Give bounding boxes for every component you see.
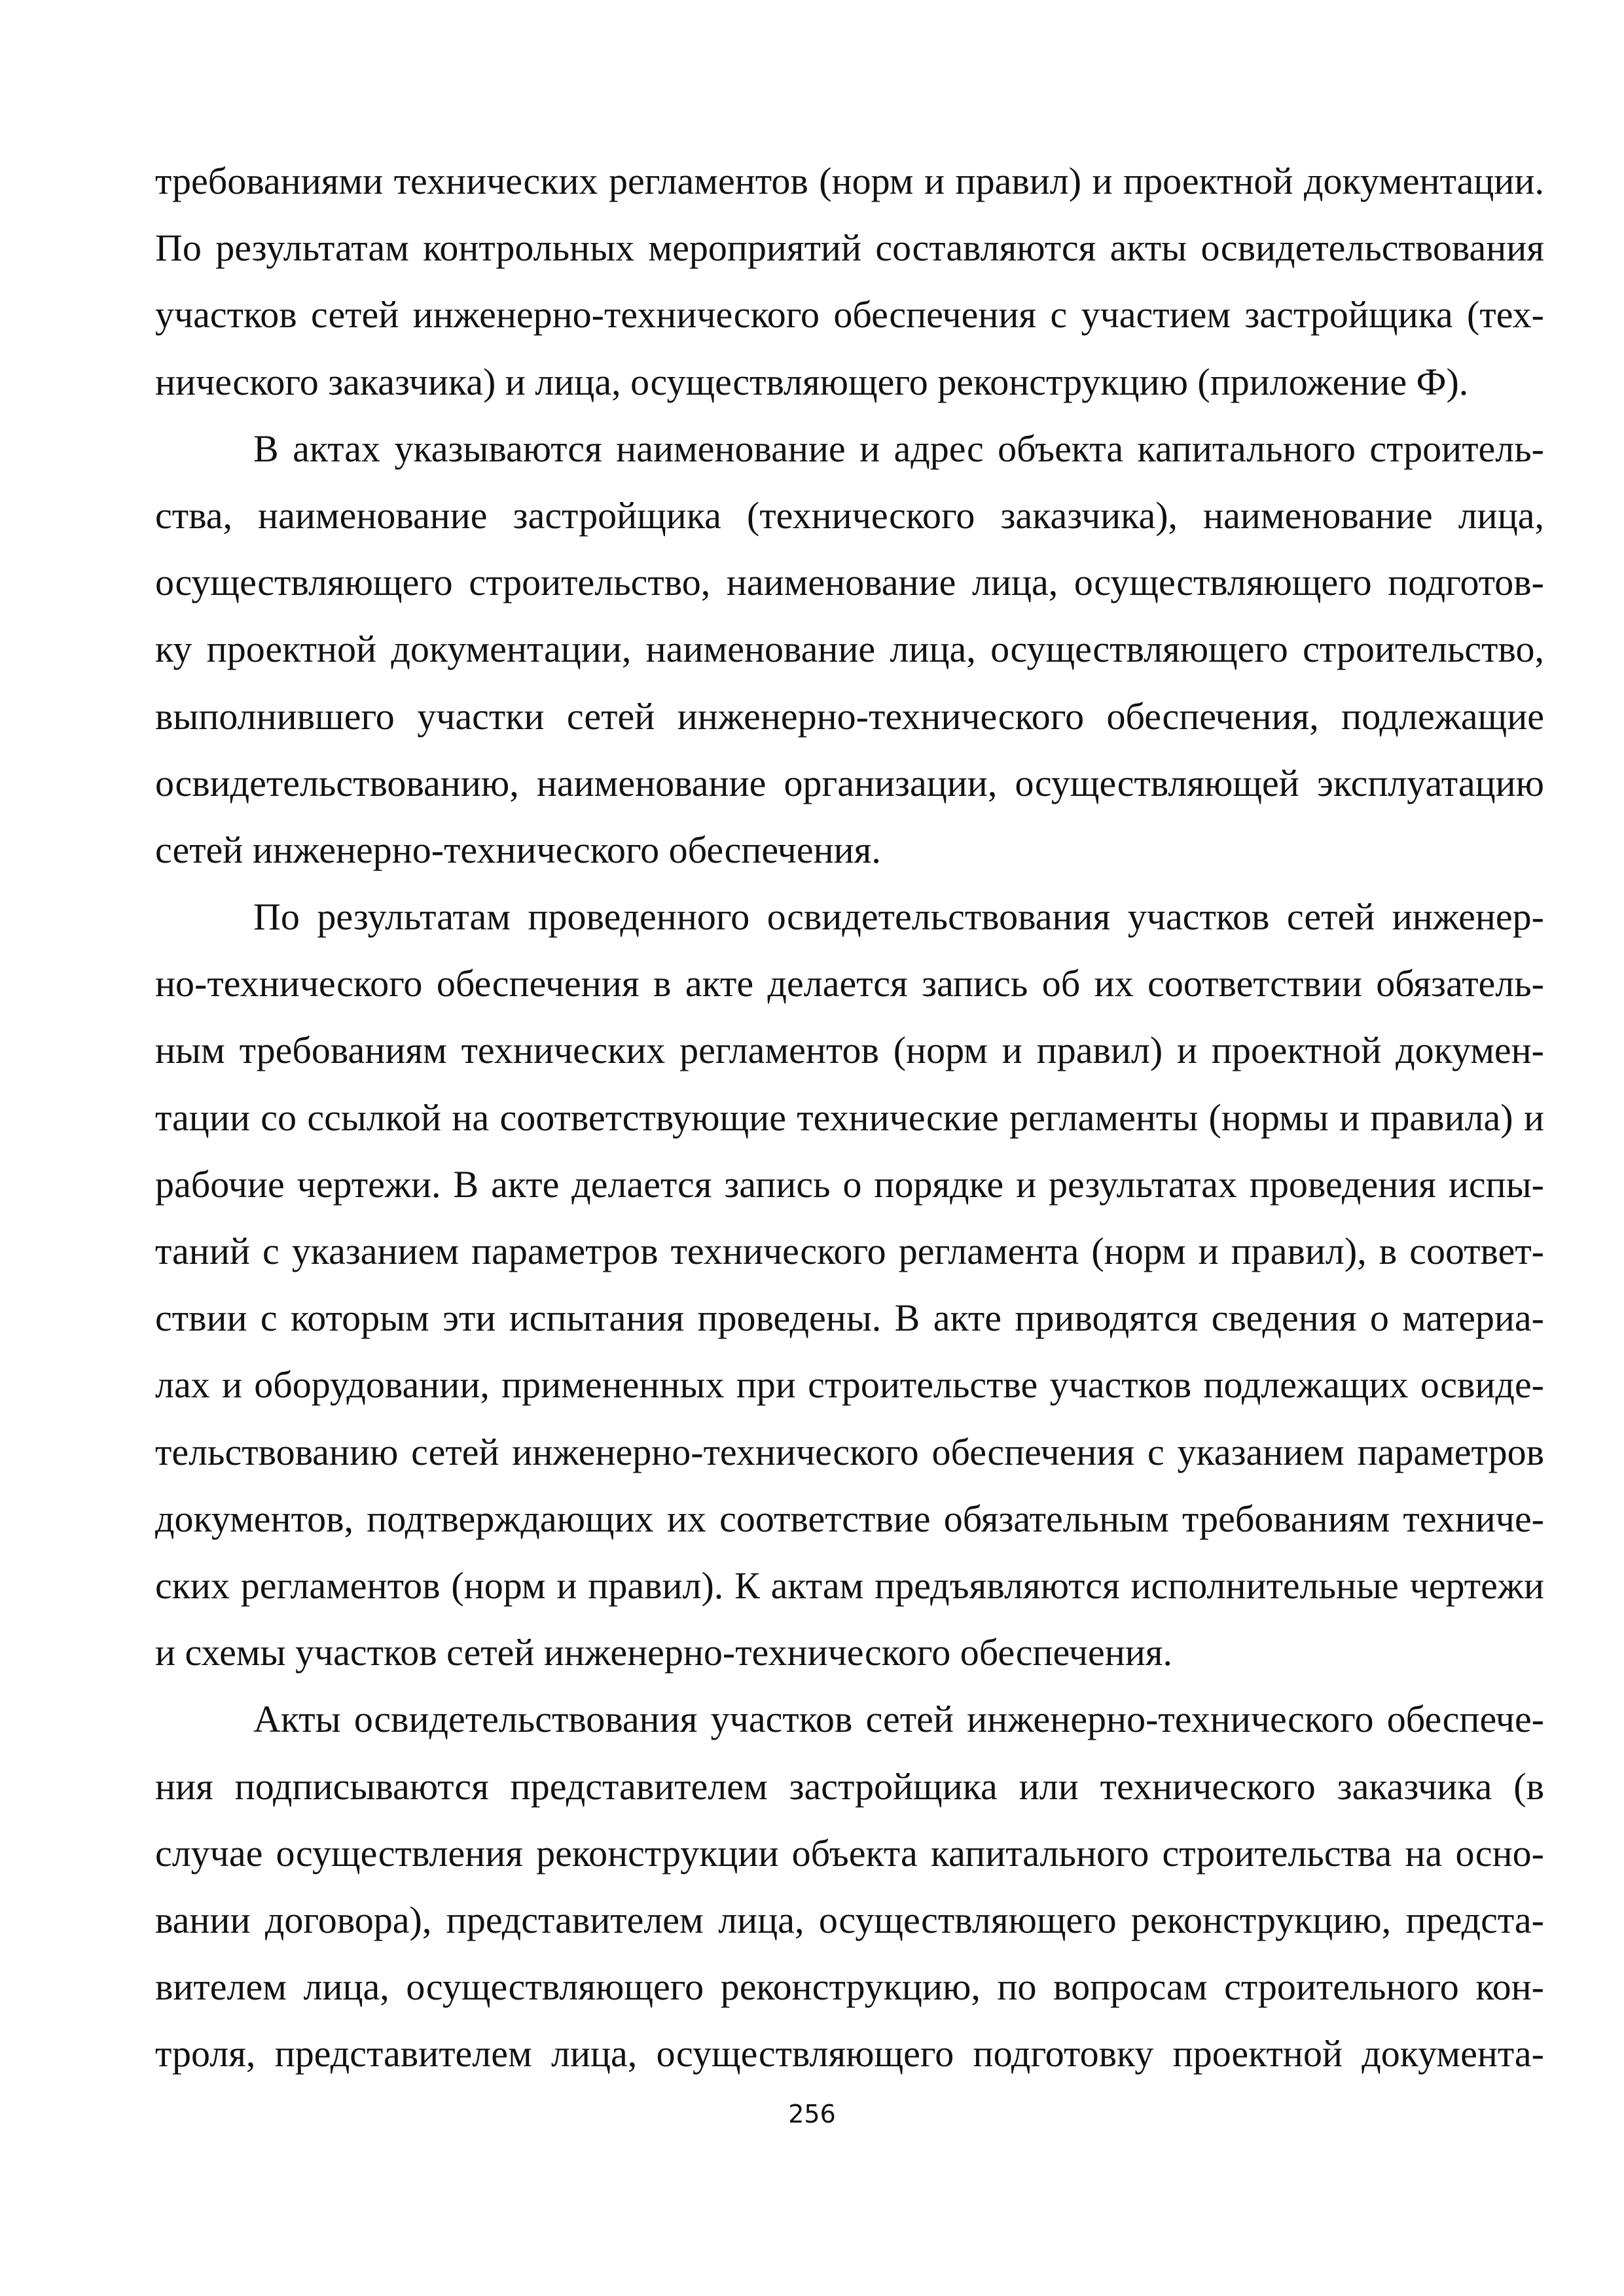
- text-line: и схемы участков сетей инженерно-технического обеспечения.: [155, 1631, 1172, 1674]
- text-line: выполнившего участки сетей инженерно-технического обеспечения, подлежащие: [155, 694, 1544, 738]
- text-line: В актах указываются наименование и адрес объекта капитального строитель-: [253, 427, 1544, 470]
- text-line: ку проектной документации, наименование лица, осуществляющего строительство,: [155, 628, 1544, 671]
- text-line: По результатам проведенного освидетельствования участков сетей инженер-: [253, 895, 1544, 939]
- text-line: сетей инженерно-технического обеспечения.: [155, 828, 881, 871]
- text-line: нического заказчика) и лица, осуществляющего реконструкцию (приложение Ф).: [155, 360, 1469, 403]
- text-line: ным требованиям технических регламентов (норм и правил) и проектной докумен-: [155, 1029, 1544, 1072]
- text-line: но-технического обеспечения в акте делается запись об их соответствии обязатель-: [155, 962, 1544, 1005]
- text-line: рабочие чертежи. В акте делается запись о порядке и результатах проведения испы-: [155, 1162, 1544, 1206]
- page-number: 256: [788, 2100, 836, 2128]
- body-text: [155, 148, 1544, 2087]
- text-line: По результатам контрольных мероприятий составляются акты освидетельствования: [155, 226, 1544, 270]
- text-line: ствии с которым эти испытания проведены. В акте приводятся сведения о материа-: [155, 1297, 1544, 1340]
- text-line: лах и оборудовании, примененных при строительстве участков подлежащих освиде-: [155, 1363, 1544, 1407]
- text-line: требованиями технических регламентов (норм и правил) и проектной документации.: [155, 160, 1544, 202]
- text-line: тельствованию сетей инженерно-технического обеспечения с указанием параметров: [155, 1430, 1544, 1473]
- text-line: Акты освидетельствования участков сетей инженерно-технического обеспече-: [253, 1698, 1544, 1741]
- text-line: вании договора), представителем лица, осуществляющего реконструкцию, предста-: [155, 1898, 1544, 1941]
- text-line: ния подписываются представителем застройщика или технического заказчика (в: [155, 1765, 1544, 1808]
- text-line: случае осуществления реконструкции объекта капитального строительства на осно-: [155, 1831, 1544, 1874]
- text-line: ства, наименование застройщика (технического заказчика), наименование лица,: [155, 493, 1544, 537]
- text-line: ских регламентов (норм и правил). К актам предъявляются исполнительные чертежи: [155, 1564, 1544, 1607]
- text-line: таний с указанием параметров технического регламента (норм и правил), в соответ-: [155, 1230, 1544, 1272]
- text-line: вителем лица, осуществляющего реконструкцию, по вопросам строительного кон-: [155, 1965, 1544, 2009]
- text-line: освидетельствованию, наименование организации, осуществляющей эксплуатацию: [155, 761, 1544, 804]
- text-line: документов, подтверждающих их соответствие обязательным требованиям техниче-: [155, 1497, 1544, 1540]
- text-line: осуществляющего строительство, наименование лица, осуществляющего подготов-: [155, 561, 1544, 604]
- text-line: троля, представителем лица, осуществляющего подготовку проектной документа-: [155, 2032, 1544, 2075]
- text-line: тации со ссылкой на соответствующие технические регламенты (нормы и правила) и: [155, 1096, 1544, 1139]
- text-line: участков сетей инженерно-технического обеспечения с участием застройщика (тех-: [155, 293, 1544, 336]
